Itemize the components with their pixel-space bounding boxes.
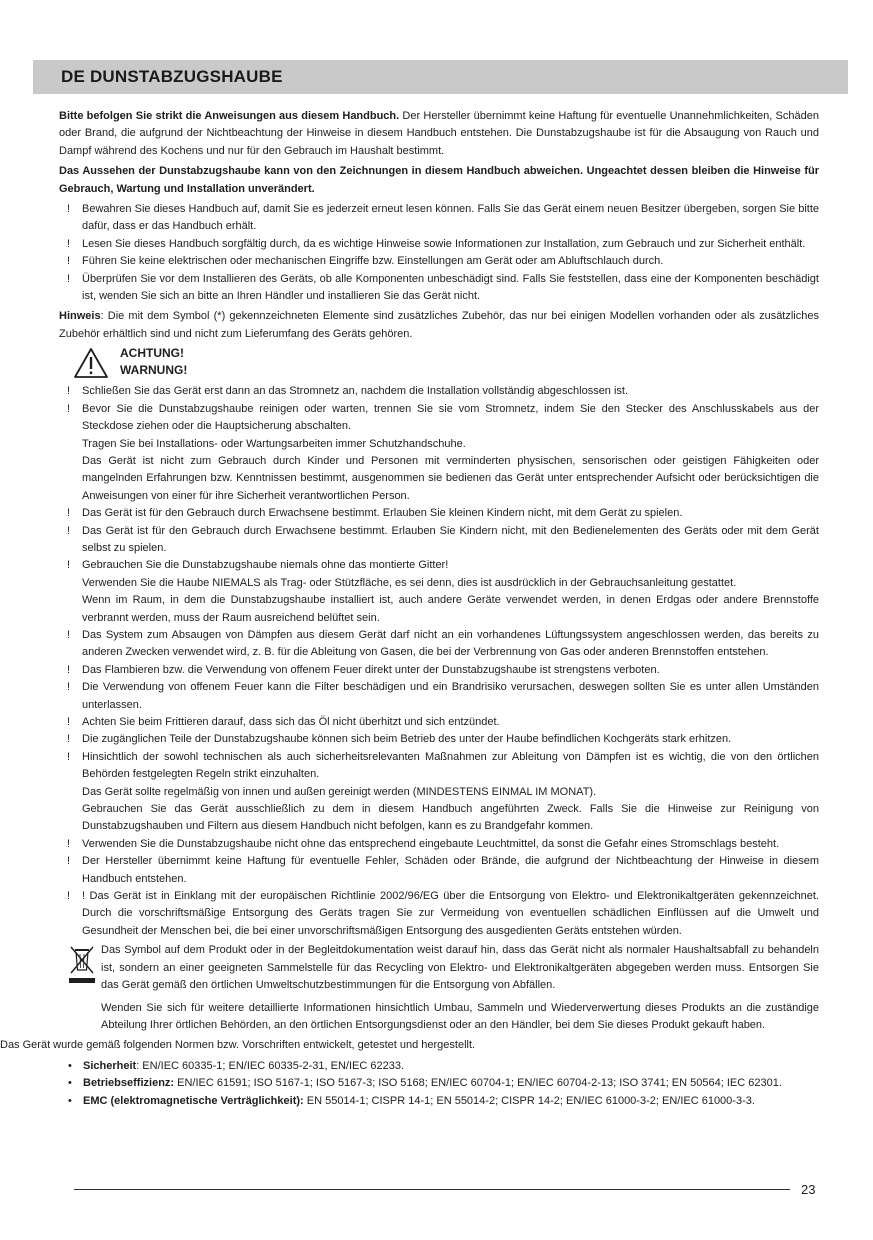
warning-title: ACHTUNG!	[120, 346, 184, 361]
list-continuation: Gebrauchen Sie das Gerät ausschließlich zu dem in diesem Handbuch angeführten Zweck. Falls Sie die Hinweise zur Reinigung von Dunstabzugshauben und Filtern aus diesem Handbuch nicht befolgen, kann es zu Brandgefahr kommen.	[82, 803, 819, 833]
exclamation-icon: !	[67, 203, 71, 216]
standard-item	[59, 1058, 819, 1075]
exclamation-icon: !	[67, 237, 71, 250]
standard-item	[59, 1093, 819, 1110]
list-item-text: Überprüfen Sie vor dem Installieren des Geräts, ob alle Komponenten unbeschädigt sind. Falls Sie feststellen, dass eine der Komponenten beschädigt ist, wenden Sie sich an bitte an Ihren Händler und installieren Sie das Gerät nicht.	[82, 272, 819, 303]
list-item-text: Die Verwendung von offenem Feuer kann die Filter beschädigen und ein Brandrisiko verursachen, deswegen sollten Sie es unter allen Umständen unterlassen.	[82, 681, 819, 711]
list-item-text: ! Das Gerät ist in Einklang mit der europäischen Richtlinie 2002/96/EG über die Entsorgung von Elektro- und Elektronikaltgeräten gekennzeichnet. Durch die vorschriftsmäßige Entsorgung des Geräts tragen Sie zur Vermeidung von eventuellen schädlichen Einflüssen auf die Umwelt und Gesundheit der Menschen bei, die bei einer unvorschriftsmäßigen Entsorgung des ausgedienten Geräts entstehen würden.	[82, 890, 819, 937]
weee-text: Das Symbol auf dem Produkt oder in der Begleitdokumentation weist darauf hin, dass das Gerät nicht als normaler Haushaltsabfall zu behandeln ist, sondern an einer geeigneten Sammelstelle für das Recycling von Elektro- und Elektronikaltgeräten abgegeben werden muss. Entsorgen Sie das Gerät gemäß den örtlichen Umweltschutzbestimmungen für die Entsorgung von Abfällen.	[101, 944, 819, 992]
list-item-text: Hinsichtlich der sowohl technischen als auch sicherheitsrelevanten Maßnahmen zur Ableitung von Dämpfen ist es wichtig, die von den örtlichen Behörden festgelegten Regeln strikt einzuhalten.	[82, 750, 819, 781]
exclamation-icon: !	[67, 750, 71, 763]
list-item	[59, 731, 819, 748]
exclamation-icon: !	[67, 507, 71, 520]
list-item	[59, 253, 819, 270]
exclamation-icon: !	[67, 890, 71, 903]
list-item-text: Bewahren Sie dieses Handbuch auf, damit Sie es jederzeit erneut lesen können. Falls Sie das Gerät einem neuen Besitzer übergeben, sorgen Sie bitte dafür, dass er das Handbuch erhält.	[82, 203, 819, 233]
list-continuation: Verwenden Sie die Haube NIEMALS als Trag- oder Stützfläche, es sei denn, dies ist ausdrücklich in der Gebrauchsanleitung gestattet.	[82, 576, 737, 589]
warning-subtitle: WARNUNG!	[120, 363, 188, 378]
list-item-text: Das Gerät ist für den Gebrauch durch Erwachsene bestimmt. Erlauben Sie kleinen Kindern nicht, mit dem Gerät zu spielen.	[82, 507, 683, 520]
list-item	[59, 662, 819, 679]
list-continuation: Das Gerät ist nicht zum Gebrauch durch Kinder und Personen mit verminderten physischen, sensorischen oder geistigen Fähigkeiten oder mangelnden Erfahrungen bzw. Kenntnissen bestimmt, ausgenommen sie bedienen das Gerät unter entsprechender Aufsicht oder berücksichtigen die Anweisungen von einer für ihre Sicherheit verantwortlichen Person.	[82, 454, 819, 502]
exclamation-icon: !	[67, 663, 71, 676]
standard-label: Sicherheit	[83, 1059, 137, 1072]
list-item	[59, 401, 819, 436]
list-item-text: Der Hersteller übernimmt keine Haftung für eventuelle Fehler, Schäden oder Brände, die aufgrund der Nichtbeachtung der Hinweise in diesem Handbuch entstehen.	[82, 855, 819, 885]
standard-text: EN/IEC 61591; ISO 5167-1; ISO 5167-3; ISO 5168; EN/IEC 60704-1; EN/IEC 60704-2-13; ISO 3741; EN 50564; IEC 62301.	[174, 1077, 782, 1090]
list-item-text: Lesen Sie dieses Handbuch sorgfältig durch, da es wichtige Hinweise sowie Informationen zur Installation, zum Gebrauch und zur Sicherheit enthält.	[82, 237, 806, 250]
list-item	[59, 383, 819, 400]
list-item-text: Das System zum Absaugen von Dämpfen aus diesem Gerät darf nicht an ein vorhandenes Lüftungssystem angeschlossen werden, das bereits zu anderen Zwecken verwendet wird, z. B. für die Ableitung von Gasen, die bei der Verbrennung von Gas oder anderen Brennstoffen entstehen.	[82, 628, 819, 659]
list-item-text: Das Flambieren bzw. die Verwendung von offenem Feuer direkt unter der Dunstabzugshaube ist strengstens verboten.	[82, 663, 660, 676]
exclamation-icon: !	[67, 559, 71, 572]
standard-item	[59, 1075, 819, 1092]
appearance-note: Das Aussehen der Dunstabzugshaube kann von den Zeichnungen in diesem Handbuch abweichen. Ungeachtet dessen bleiben die Hinweise für Gebrauch, Wartung und Installation unverändert.	[59, 165, 819, 195]
list-item	[59, 271, 819, 306]
list-item	[59, 236, 819, 253]
note-label: Hinweis	[59, 310, 101, 323]
standards-intro: Das Gerät wurde gemäß folgenden Normen bzw. Vorschriften entwickelt, getestet und hergestellt.	[0, 1039, 476, 1052]
section-header-band	[33, 60, 848, 94]
standard-label: Betriebseffizienz:	[83, 1077, 175, 1090]
exclamation-icon: !	[67, 681, 71, 694]
list-continuation: Das Gerät sollte regelmäßig von innen und außen gereinigt werden (MINDESTENS EINMAL IM MONAT).	[82, 785, 597, 798]
exclamation-icon: !	[67, 837, 71, 850]
list-item	[59, 888, 819, 940]
exclamation-icon: !	[67, 716, 71, 728]
exclamation-icon: !	[67, 402, 71, 415]
intro-paragraph	[59, 108, 819, 160]
list-item	[59, 679, 819, 714]
footer-rule	[74, 1189, 790, 1190]
exclamation-icon: !	[67, 385, 71, 398]
page-title: DE DUNSTABZUGSHAUBE	[61, 67, 283, 86]
exclamation-icon: !	[67, 628, 71, 641]
list-item-text: Gebrauchen Sie die Dunstabzugshaube niemals ohne das montierte Gitter!	[82, 559, 449, 572]
list-item	[59, 627, 819, 662]
note-text: : Die mit dem Symbol (*) gekennzeichneten Elemente sind zusätzliches Zubehör, das nur bei einigen Modellen vorhanden oder als zusätzliches Zubehör erhältlich sind und nicht zum Lieferumfang des Geräts gehören.	[59, 310, 819, 340]
bullet-icon: •	[68, 1094, 72, 1107]
standard-text: EN 55014-1; CISPR 14-1; EN 55014-2; CISPR 14-2; EN/IEC 61000-3-2; EN/IEC 61000-3-3.	[303, 1094, 755, 1107]
list-continuation: Wenn im Raum, in dem die Dunstabzugshaube installiert ist, auch andere Geräte verwendet werden, in denen Erdgas oder andere Brennstoffe verbrannt werden, muss der Raum ausreichend belüftet sein.	[82, 594, 819, 624]
exclamation-icon: !	[67, 272, 71, 285]
list-item-text: Verwenden Sie die Dunstabzugshaube nicht ohne das entsprechend eingebaute Leuchtmittel, da sonst die Gefahr eines Stromschlags besteht.	[82, 837, 780, 850]
list-item	[59, 853, 819, 888]
bullet-icon: •	[68, 1077, 72, 1090]
list-item-text: Bevor Sie die Dunstabzugshaube reinigen oder warten, trennen Sie sie vom Stromnetz, indem Sie den Stecker des Anschlusskabels aus der Steckdose ziehen oder die Hauptsicherung abschalten.	[82, 402, 819, 433]
list-item	[59, 505, 819, 522]
page-number: 23	[801, 1182, 816, 1197]
bullet-icon: •	[68, 1059, 72, 1072]
note-paragraph	[59, 308, 819, 343]
list-item-text: Führen Sie keine elektrischen oder mechanischen Eingriffe bzw. Einstellungen am Gerät oder am Abluftschlauch durch.	[82, 255, 664, 268]
list-item	[59, 201, 819, 236]
warning-triangle-icon	[73, 347, 109, 379]
list-item	[59, 714, 819, 731]
exclamation-icon: !	[67, 255, 71, 268]
standard-label: EMC (elektromagnetische Verträglichkeit):	[83, 1094, 304, 1107]
list-item	[59, 557, 819, 574]
crossed-bin-icon	[69, 944, 95, 984]
standard-text: : EN/IEC 60335-1; EN/IEC 60335-2-31, EN/IEC 62233.	[136, 1059, 404, 1072]
list-item	[59, 749, 819, 784]
list-continuation: Tragen Sie bei Installations- oder Wartungsarbeiten immer Schutzhandschuhe.	[82, 437, 466, 450]
list-item-text: Achten Sie beim Frittieren darauf, dass sich das Öl nicht überhitzt und sich entzündet.	[82, 716, 500, 728]
manual-content	[0, 108, 819, 1110]
warning-box	[59, 345, 819, 381]
list-item-text: Schließen Sie das Gerät erst dann an das Stromnetz an, nachdem die Installation vollständig abgeschlossen ist.	[82, 385, 629, 398]
list-item-text: Das Gerät ist für den Gebrauch durch Erwachsene bestimmt. Erlauben Sie Kindern nicht, mit den Bedienelementen des Geräts oder mit dem Gerät selbst zu spielen.	[82, 524, 819, 554]
exclamation-icon: !	[67, 733, 71, 746]
list-item	[59, 523, 819, 558]
list-item	[59, 836, 819, 853]
intro-text: Der Hersteller übernimmt keine Haftung für eventuelle Unannehmlichkeiten, Schäden oder Brand, die aufgrund der Nichtbeachtung der Hinweise in diesem Handbuch entstehen. Die Dunstabzugshaube ist für die Absaugung von Rauch und Dampf während des Kochens und nur für den Gebrauch im Haushalt bestimmt.	[59, 110, 819, 157]
exclamation-icon: !	[67, 855, 71, 868]
exclamation-icon: !	[67, 524, 71, 537]
list-item-text: Die zugänglichen Teile der Dunstabzugshaube können sich beim Betrieb des unter der Haube befindlichen Kochgeräts stark erhitzen.	[82, 733, 732, 746]
intro-bold-lead: Bitte befolgen Sie strikt die Anweisungen aus diesem Handbuch.	[59, 110, 400, 122]
weee-more-info: Wenden Sie sich für weitere detaillierte Informationen hinsichtlich Umbau, Sammeln und Wiederverwertung dieses Produkts an die zuständige Abteilung Ihrer örtlichen Behörden, an den örtlichen Entsorgungsdienst oder an den Händler, bei dem Sie dieses Produkt gekauft haben.	[101, 1001, 819, 1031]
weee-notice	[59, 942, 819, 994]
